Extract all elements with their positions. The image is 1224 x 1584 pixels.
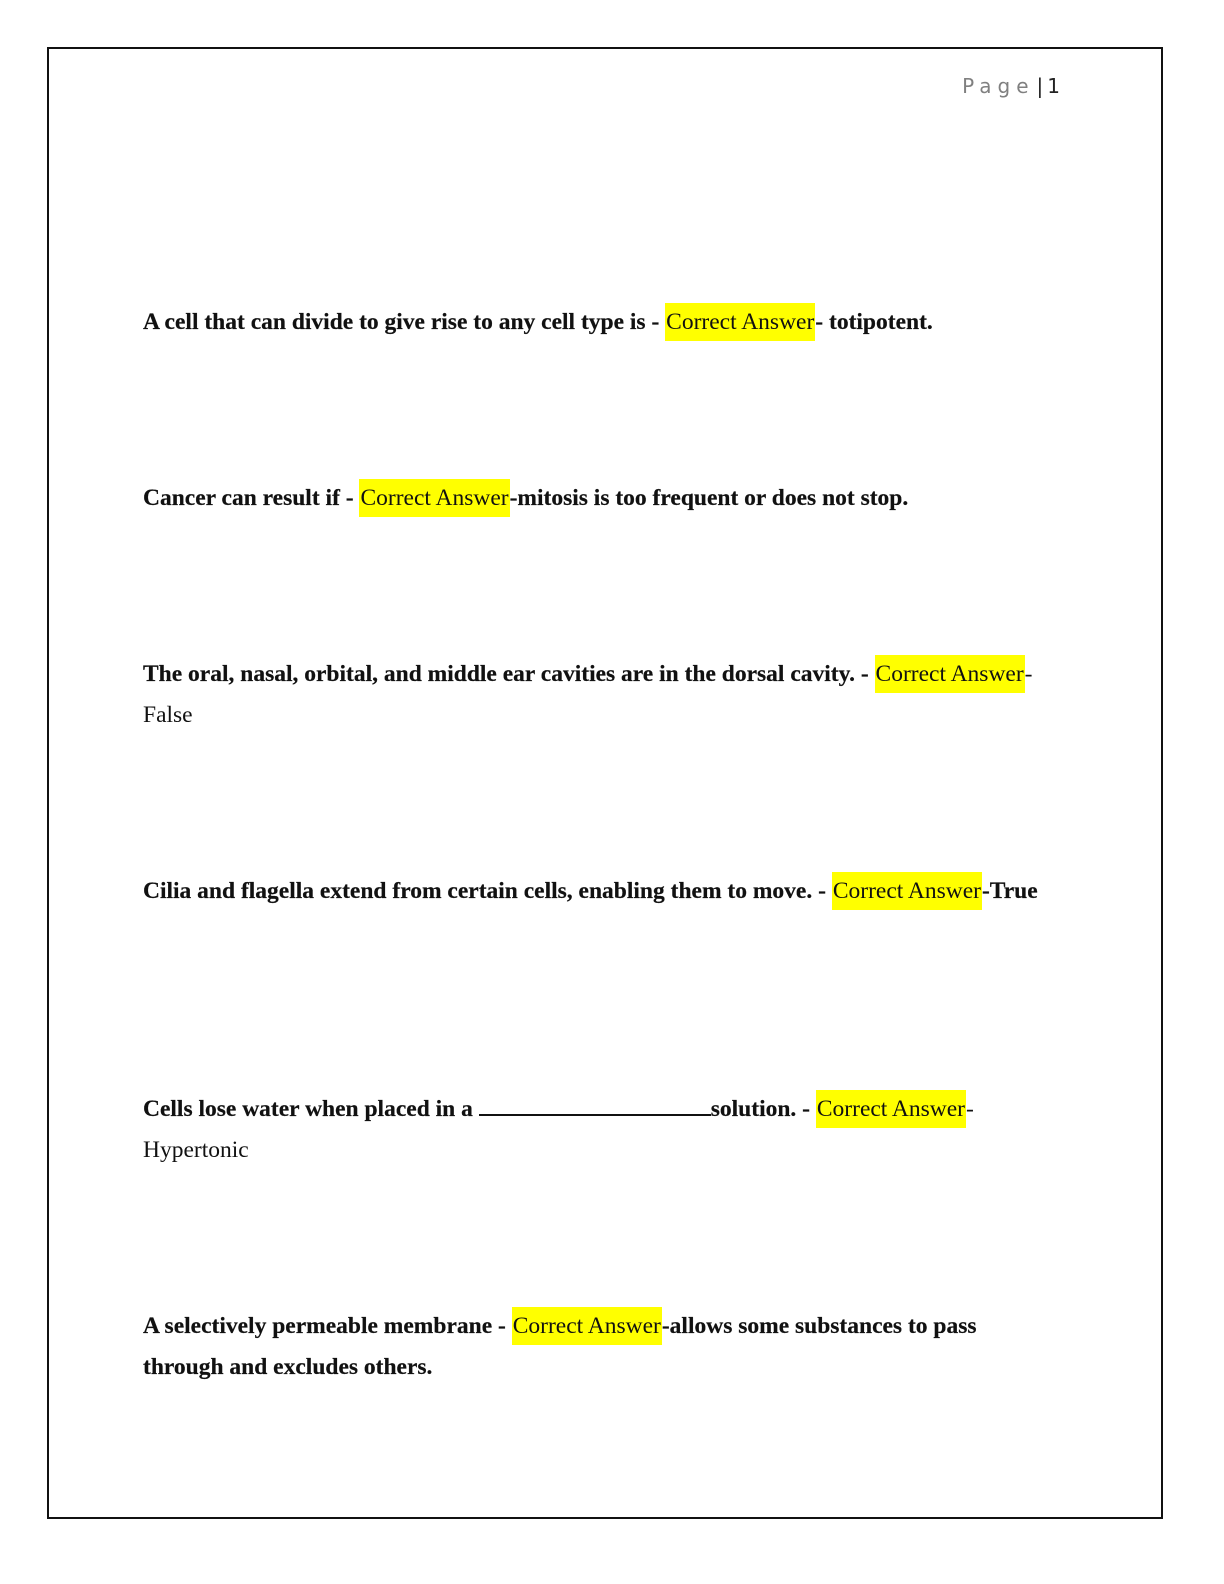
question-text: Cilia and flagella extend from certain cells, enabling them to move. - xyxy=(143,878,832,904)
qa-item-2 xyxy=(143,478,1043,519)
answer-text: - totipotent. xyxy=(815,309,933,335)
page-number-header xyxy=(900,74,1060,98)
answer-text: -False xyxy=(143,661,1033,728)
correct-answer-highlight: Correct Answer xyxy=(875,655,1025,693)
answer-text: -True xyxy=(981,878,1038,904)
answer-text: -mitosis is too frequent or does not stop. xyxy=(509,485,909,511)
qa-item-4 xyxy=(143,871,1043,912)
qa-item-3 xyxy=(143,654,1043,736)
correct-answer-highlight: Correct Answer xyxy=(512,1307,662,1345)
page-border xyxy=(47,47,1163,1519)
question-text: Cancer can result if - xyxy=(143,485,360,511)
answer-text: -Hypertonic xyxy=(143,1096,974,1163)
qa-item-5 xyxy=(143,1089,1043,1171)
correct-answer-highlight: Correct Answer xyxy=(359,479,509,517)
question-text: A selectively permeable membrane - xyxy=(143,1313,512,1339)
answer-text: -allows some substances to pass through and excludes others. xyxy=(143,1313,977,1380)
page-word: Page xyxy=(962,74,1035,98)
correct-answer-highlight: Correct Answer xyxy=(665,303,815,341)
qa-item-1 xyxy=(143,302,1043,343)
question-text-before-blank: Cells lose water when placed in a xyxy=(143,1096,479,1122)
page-number: 1 xyxy=(1047,74,1060,98)
fill-in-blank-line xyxy=(479,1094,711,1116)
question-text: A cell that can divide to give rise to any cell type is - xyxy=(143,309,666,335)
page-separator: | xyxy=(1036,74,1044,98)
question-text: The oral, nasal, orbital, and middle ear cavities are in the dorsal cavity. - xyxy=(143,661,875,687)
qa-item-6 xyxy=(143,1306,1043,1388)
question-text-after-blank: solution. - xyxy=(710,1096,816,1122)
correct-answer-highlight: Correct Answer xyxy=(832,872,982,910)
correct-answer-highlight: Correct Answer xyxy=(816,1090,966,1128)
